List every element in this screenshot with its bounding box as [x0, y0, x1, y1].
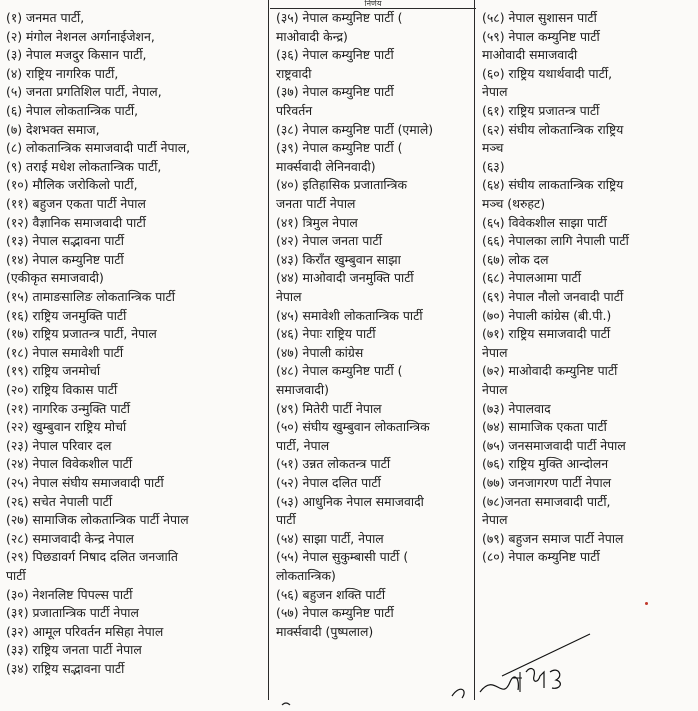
- party-list-item: (१४) नेपाल कम्युनिष्ट पार्टी: [6, 251, 124, 267]
- party-list-item: (१८) नेपाल समावेशी पार्टी: [6, 344, 124, 360]
- party-list-item: (७५) जनसमाजवादी पार्टी नेपाल: [482, 437, 626, 453]
- party-list-item: मार्क्सवादी (पुष्पलाल): [276, 623, 374, 639]
- party-list-item: नेपाल: [482, 344, 508, 360]
- party-list-item: (६१) राष्ट्रिय प्रजातन्त्र पार्टी: [482, 103, 600, 118]
- signature: [440, 632, 620, 700]
- party-list-item: (४२) नेपाल जनता पार्टी: [276, 233, 382, 249]
- table-header: निर्णय: [270, 0, 476, 9]
- party-list-item: (१२) वैज्ञानिक समाजवादी पार्टी: [6, 214, 146, 230]
- party-list-item: समाजवादी): [276, 382, 329, 397]
- party-list-item: (१६) राष्ट्रिय जनमुक्ति पार्टी: [6, 307, 127, 323]
- party-list-item: (२६) सचेत नेपाली पार्टी: [6, 493, 113, 509]
- red-dot-mark: [645, 602, 648, 605]
- party-list-item: पार्टी: [276, 512, 296, 528]
- party-list-item: (७३) नेपालवाद: [482, 400, 551, 416]
- party-list-item: माओवादी केन्द्र): [276, 28, 348, 44]
- party-list-item: (४५) समावेशी लोकतान्त्रिक पार्टी: [276, 307, 423, 323]
- party-list-item: (३०) नेशनलिष्ट पिपल्स पार्टी: [6, 586, 133, 602]
- party-list-item: (३२) आमूल परिवर्तन मसिहा नेपाल: [6, 623, 164, 639]
- party-list-item: (१०) मौलिक जरोकिलो पार्टी,: [6, 177, 138, 193]
- party-list-item: (८०) नेपाल कम्युनिष्ट पार्टी: [482, 549, 600, 565]
- party-list-item: (११) बहुजन एकता पार्टी नेपाल: [6, 196, 146, 211]
- party-list-item: (५७) नेपाल कम्युनिष्ट पार्टी: [276, 605, 394, 621]
- party-list-item: (४४) माओवादी जनमुक्ति पार्टी: [276, 270, 414, 286]
- column-divider: [474, 0, 475, 700]
- party-list-item: (६८) नेपालआमा पार्टी: [482, 270, 581, 286]
- party-list-item: (५) जनता प्रगतिशिल पार्टी, नेपाल,: [6, 84, 162, 100]
- party-list-item: (२३) नेपाल परिवार दल: [6, 437, 112, 453]
- party-list-item: (६०) राष्ट्रिय यथार्थवादी पार्टी,: [482, 65, 613, 81]
- party-list-item: पार्टी, नेपाल: [276, 437, 330, 453]
- party-list-item: (५०) संघीय खुम्बुवान लोकतान्त्रिक: [276, 419, 430, 435]
- party-list-item: (२५) नेपाल संघीय समाजवादी पार्टी: [6, 475, 164, 490]
- party-list-item: (२२) खुम्बुवान राष्ट्रिय मोर्चा: [6, 419, 127, 435]
- party-list-item: (३१) प्रजातान्त्रिक पार्टी नेपाल: [6, 605, 139, 621]
- party-list-item: (१७) राष्ट्रिय प्रजातन्त्र पार्टी, नेपाल: [6, 326, 157, 342]
- party-list-item: (२) मंगोल नेशनल अर्गानाईजेशन,: [6, 28, 155, 44]
- party-list-item: (६२) संघीय लोकतान्त्रिक राष्ट्रिय: [482, 121, 624, 137]
- party-list-item: जनता पार्टी नेपाल: [276, 196, 356, 211]
- party-list-item: (१३) नेपाल सद्भावना पार्टी: [6, 233, 124, 249]
- party-list-item: (१९) राष्ट्रिय जनमोर्चा: [6, 363, 101, 379]
- scan-mark: [280, 692, 292, 700]
- party-column-3: [476, 0, 698, 700]
- party-list-item: (५९) नेपाल कम्युनिष्ट पार्टी: [482, 28, 600, 44]
- party-list-item: (७७) जनजागरण पार्टी नेपाल: [482, 475, 612, 490]
- party-list-item: (७९) बहुजन समाज पार्टी नेपाल: [482, 530, 624, 546]
- party-list-item: (३६) नेपाल कम्युनिष्ट पार्टी: [276, 47, 394, 63]
- party-list-item: (३७) नेपाल कम्युनिष्ट पार्टी: [276, 84, 394, 100]
- party-list-item: (४६) नेपाः राष्ट्रिय पार्टी: [276, 326, 376, 342]
- party-list-item: (१) जनमत पार्टी,: [6, 10, 85, 25]
- party-list-item: लोकतान्त्रिक): [276, 568, 336, 583]
- party-list-item: (६३): [482, 158, 505, 174]
- party-list-item: (७) देशभक्त समाज,: [6, 121, 100, 137]
- party-list-item: (७१) राष्ट्रिय समाजवादी पार्टी: [482, 326, 611, 342]
- party-list-item: (३) नेपाल मजदुर किसान पार्टी,: [6, 47, 147, 63]
- party-list-item: नेपाल: [482, 382, 508, 397]
- party-list-item: (२९) पिछडावर्ग निषाद दलित जनजाति: [6, 549, 178, 565]
- party-list-item: (६७) लोक दल: [482, 251, 549, 267]
- party-list-item: (४३) किराँत खुम्बुवान साझा: [276, 251, 401, 267]
- party-list-item: माओवादी समाजवादी: [482, 47, 578, 63]
- party-list-item: मञ्च: [482, 140, 504, 156]
- party-list-item: (७८)जनता समाजवादी पार्टी,: [482, 493, 611, 509]
- party-list-item: मञ्च (थरुहट): [482, 196, 546, 211]
- party-list-item: (५३) आधुनिक नेपाल समाजवादी: [276, 493, 424, 509]
- party-list-item: (६४) संघीय लाकतान्त्रिक राष्ट्रिय: [482, 177, 624, 193]
- party-list-item: (२४) नेपाल विवेकशील पार्टी: [6, 456, 133, 472]
- party-list-item: नेपाल: [276, 289, 302, 304]
- party-list-item: (४१) त्रिमुल नेपाल: [276, 214, 358, 230]
- party-list-item: (९) तराई मधेश लोकतान्त्रिक पार्टी,: [6, 158, 162, 174]
- party-list-item: (७४) सामाजिक एकता पार्टी: [482, 419, 607, 435]
- party-list-item: (५१) उन्नत लोकतन्त्र पार्टी: [276, 456, 391, 472]
- party-list-item: मार्क्सवादी लेनिनवादी): [276, 158, 376, 174]
- column-divider: [268, 0, 269, 700]
- party-list-item: (४०) इतिहासिक प्रजातान्त्रिक: [276, 177, 407, 193]
- party-list-item: नेपाल: [482, 84, 508, 100]
- party-list-item: (६६) नेपालका लागि नेपाली पार्टी: [482, 233, 629, 249]
- party-list-item: (६९) नेपाल नौलो जनवादी पार्टी: [482, 289, 624, 304]
- party-list-item: (७६) राष्ट्रिय मुक्ति आन्दोलन: [482, 456, 609, 472]
- party-list-item: (५२) नेपाल दलित पार्टी: [276, 475, 381, 490]
- party-list-item: (४७) नेपाली कांग्रेस: [276, 344, 364, 360]
- party-list-item: परिवर्तन: [276, 103, 313, 118]
- party-list-item: (६५) विवेकशील साझा पार्टी: [482, 214, 607, 230]
- party-list-item: (७०) नेपाली कांग्रेस (बी.पी.): [482, 307, 612, 323]
- party-list-item: (८) लोकतान्त्रिक समाजवादी पार्टी नेपाल,: [6, 140, 191, 156]
- party-list-item: राष्ट्रवादी: [276, 65, 312, 81]
- party-list-item: (३८) नेपाल कम्युनिष्ट पार्टी (एमाले): [276, 121, 434, 137]
- party-list-item: (२७) सामाजिक लोकतान्त्रिक पार्टी नेपाल: [6, 512, 189, 528]
- party-column-2: [270, 0, 474, 700]
- party-list-item: (३३) राष्ट्रिय जनता पार्टी नेपाल: [6, 642, 142, 658]
- party-list-item: नेपाल: [482, 512, 508, 528]
- party-list-item: (४८) नेपाल कम्युनिष्ट पार्टी (: [276, 363, 403, 379]
- party-list-item: (४) राष्ट्रिय नागरिक पार्टी,: [6, 65, 119, 81]
- party-list-item: (५८) नेपाल सुशासन पार्टी: [482, 10, 597, 25]
- party-list-item: (३९) नेपाल कम्युनिष्ट पार्टी (: [276, 140, 403, 156]
- party-list-item: (५५) नेपाल सुकुम्बासी पार्टी (: [276, 549, 409, 565]
- party-list-item: (२१) नागरिक उन्मुक्ति पार्टी: [6, 400, 130, 416]
- party-list-item: (६) नेपाल लोकतान्त्रिक पार्टी,: [6, 103, 139, 118]
- party-list-item: (१५) तामाङसालिङ लोकतान्त्रिक पार्टी: [6, 289, 175, 304]
- party-list-item: (२८) समाजवादी केन्द्र नेपाल: [6, 530, 134, 546]
- party-list-item: (३४) राष्ट्रिय सद्भावना पार्टी: [6, 661, 125, 676]
- party-list-item: (७२) माओवादी कम्युनिष्ट पार्टी: [482, 363, 618, 379]
- party-list-item: (५६) बहुजन शक्ति पार्टी: [276, 586, 386, 602]
- party-list-item: (४९) मितेरी पार्टी नेपाल: [276, 400, 382, 416]
- party-list-item: (३५) नेपाल कम्युनिष्ट पार्टी (: [276, 10, 403, 25]
- party-list-item: (एकीकृत समाजवादी): [6, 270, 104, 286]
- party-column-1: [0, 0, 268, 700]
- party-list-item: पार्टी: [6, 568, 26, 583]
- party-list-item: (२०) राष्ट्रिय विकास पार्टी: [6, 382, 118, 397]
- party-list-item: (५४) साझा पार्टी, नेपाल: [276, 530, 384, 546]
